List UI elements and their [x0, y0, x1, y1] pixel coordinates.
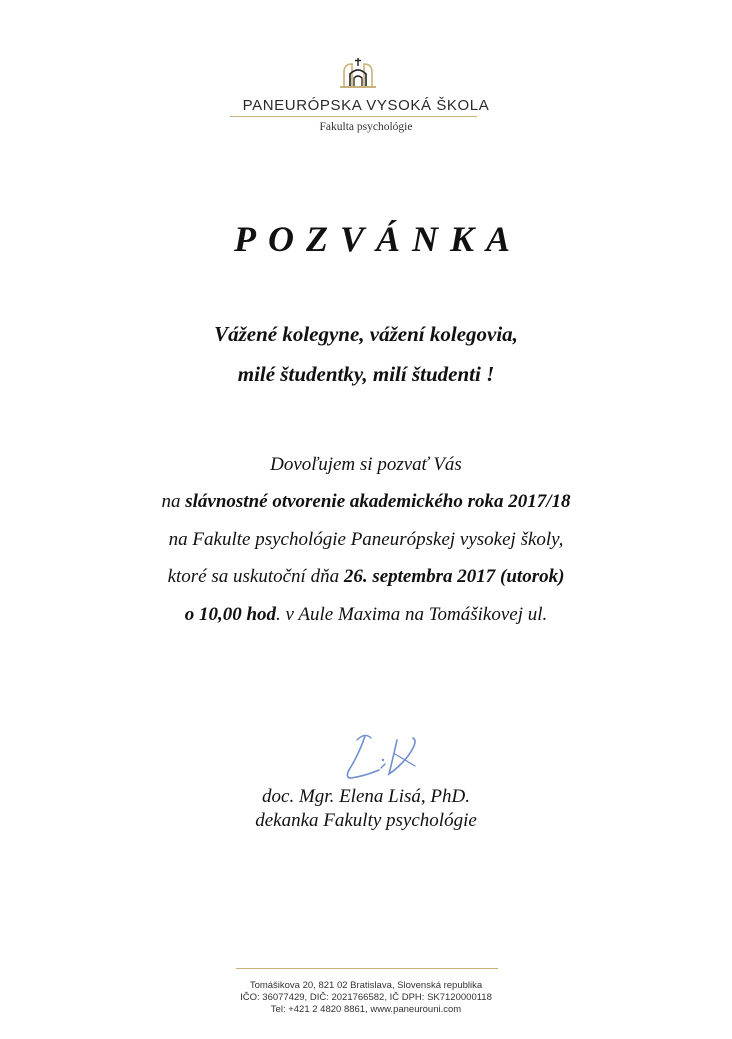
greeting-line-2: milé študentky, milí študenti !	[237, 362, 495, 386]
institution-name: PANEURÓPSKA VYSOKÁ ŠKOLA	[242, 97, 490, 114]
invitation-line-4-prefix: ktoré sa uskutoční dňa	[167, 566, 344, 587]
document-title: POZVÁNKA	[233, 219, 523, 259]
handwritten-signature	[335, 726, 435, 788]
footer-company-ids: IČO: 36077429, DIČ: 2021766582, IČ DPH: SK7120000118	[240, 992, 492, 1003]
faculty-name: Fakulta psychológie	[319, 121, 413, 133]
invitation-line-2-prefix: na	[161, 491, 186, 512]
footer-contact: Tel: +421 2 4820 8861, www.paneurouni.com	[270, 1004, 462, 1015]
signatory-role: dekanka Fakulty psychológie	[255, 810, 477, 831]
university-crest-icon	[338, 52, 378, 92]
footer-divider	[236, 968, 498, 969]
invitation-line-4	[0, 566, 732, 588]
invitation-line-2	[0, 491, 732, 513]
footer-address: Tomášikova 20, 821 02 Bratislava, Slovenská republika	[249, 980, 483, 991]
greeting-line-1: Vážené kolegyne, vážení kolegovia,	[214, 322, 518, 346]
event-time: o 10,00 hod	[184, 604, 277, 625]
invitation-line-5	[0, 604, 732, 626]
event-date: 26. septembra 2017 (utorok)	[343, 566, 565, 587]
header-divider	[230, 116, 477, 117]
event-name: slávnostné otvorenie akademického roka 2017/18	[185, 491, 571, 512]
invitation-line-3: na Fakulte psychológie Paneurópskej vysokej školy,	[168, 529, 564, 550]
event-venue: . v Aule Maxima na Tomášikovej ul.	[276, 604, 548, 625]
signatory-name: doc. Mgr. Elena Lisá, PhD.	[262, 786, 470, 807]
invitation-line-1: Dovoľujem si pozvať Vás	[270, 454, 462, 475]
